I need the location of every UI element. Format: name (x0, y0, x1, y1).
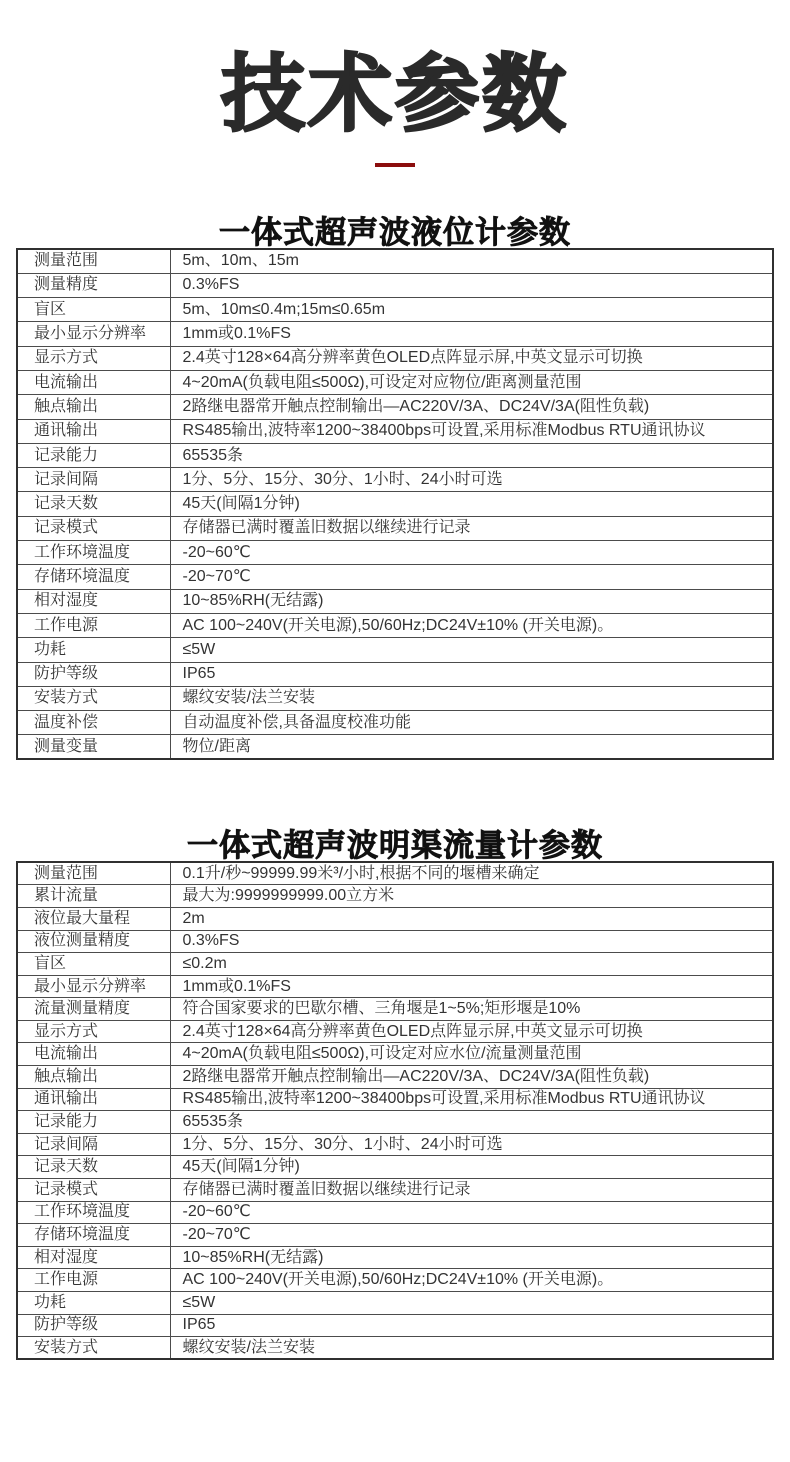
table-row (17, 1246, 773, 1269)
spec-value: 45天(间隔1分钟) (170, 492, 773, 516)
spec-label: 工作电源 (17, 1269, 170, 1292)
table-row (17, 1043, 773, 1066)
spec-value: 螺纹安装/法兰安装 (170, 1337, 773, 1360)
spec-label: 记录模式 (17, 516, 170, 540)
spec-label: 触点输出 (17, 395, 170, 419)
spec-label: 最小显示分辨率 (17, 975, 170, 998)
spec-label: 记录模式 (17, 1179, 170, 1202)
spec-label: 工作电源 (17, 613, 170, 637)
table-row (17, 370, 773, 394)
spec-label: 电流输出 (17, 1043, 170, 1066)
spec-label: 测量范围 (17, 862, 170, 885)
table-row (17, 589, 773, 613)
table-row (17, 468, 773, 492)
table-row (17, 298, 773, 322)
spec-label: 记录能力 (17, 443, 170, 467)
flow-meter-spec-table (16, 861, 774, 1360)
table-row (17, 492, 773, 516)
table-row (17, 1337, 773, 1360)
table-row (17, 1224, 773, 1247)
level-meter-spec-table (16, 248, 774, 760)
spec-label: 流量测量精度 (17, 998, 170, 1021)
section-heading-level-meter: 一体式超声波液位计参数 (219, 215, 571, 250)
spec-value: 螺纹安装/法兰安装 (170, 686, 773, 710)
spec-label: 测量范围 (17, 249, 170, 273)
spec-value: 1mm或0.1%FS (170, 975, 773, 998)
spec-label: 相对湿度 (17, 1246, 170, 1269)
table-row (17, 1088, 773, 1111)
spec-label: 记录天数 (17, 492, 170, 516)
spec-value: -20~70℃ (170, 565, 773, 589)
spec-label: 最小显示分辨率 (17, 322, 170, 346)
spec-value: 0.1升/秒~99999.99米³/小时,根据不同的堰槽来确定 (170, 862, 773, 885)
table-row (17, 1133, 773, 1156)
spec-value: -20~60℃ (170, 541, 773, 565)
spec-label: 盲区 (17, 953, 170, 976)
table-row (17, 346, 773, 370)
spec-label: 记录能力 (17, 1111, 170, 1134)
table-row (17, 1201, 773, 1224)
spec-value: 2m (170, 907, 773, 930)
section-heading-flow-meter: 一体式超声波明渠流量计参数 (187, 828, 603, 864)
table-row (17, 711, 773, 735)
table-row (17, 907, 773, 930)
table-row (17, 419, 773, 443)
table-row (17, 565, 773, 589)
spec-value: 1分、5分、15分、30分、1小时、24小时可选 (170, 468, 773, 492)
table-row (17, 1314, 773, 1337)
spec-label: 记录间隔 (17, 1133, 170, 1156)
table-row (17, 686, 773, 710)
spec-value: -20~60℃ (170, 1201, 773, 1224)
table-row (17, 953, 773, 976)
spec-value: 65535条 (170, 1111, 773, 1134)
level-meter-spec-table-body (17, 249, 773, 759)
spec-value: AC 100~240V(开关电源),50/60Hz;DC24V±10% (开关电源)。 (170, 1269, 773, 1292)
spec-value: 符合国家要求的巴歇尔槽、三角堰是1~5%;矩形堰是10% (170, 998, 773, 1021)
spec-value: 5m、10m≤0.4m;15m≤0.65m (170, 298, 773, 322)
spec-value: RS485输出,波特率1200~38400bps可设置,采用标准Modbus RTU通讯协议 (170, 419, 773, 443)
spec-value: 45天(间隔1分钟) (170, 1156, 773, 1179)
spec-value: -20~70℃ (170, 1224, 773, 1247)
spec-value: 2路继电器常开触点控制输出—AC220V/3A、DC24V/3A(阻性负载) (170, 395, 773, 419)
spec-value: 5m、10m、15m (170, 249, 773, 273)
flow-meter-spec-table-body (17, 862, 773, 1359)
spec-label: 测量精度 (17, 273, 170, 297)
spec-value: 物位/距离 (170, 735, 773, 759)
spec-label: 安装方式 (17, 686, 170, 710)
spec-label: 记录间隔 (17, 468, 170, 492)
spec-label: 安装方式 (17, 1337, 170, 1360)
spec-value: 2.4英寸128×64高分辨率黄色OLED点阵显示屏,中英文显示可切换 (170, 346, 773, 370)
spec-label: 液位测量精度 (17, 930, 170, 953)
table-row (17, 638, 773, 662)
spec-value: 65535条 (170, 443, 773, 467)
table-row (17, 516, 773, 540)
table-row (17, 1156, 773, 1179)
table-row (17, 613, 773, 637)
spec-label: 测量变量 (17, 735, 170, 759)
table-row (17, 249, 773, 273)
spec-label: 触点输出 (17, 1066, 170, 1089)
table-row (17, 975, 773, 998)
spec-value: 0.3%FS (170, 930, 773, 953)
spec-label: 显示方式 (17, 346, 170, 370)
spec-value: 2路继电器常开触点控制输出—AC220V/3A、DC24V/3A(阻性负载) (170, 1066, 773, 1089)
spec-label: 显示方式 (17, 1020, 170, 1043)
spec-value: AC 100~240V(开关电源),50/60Hz;DC24V±10% (开关电源)。 (170, 613, 773, 637)
table-row (17, 1269, 773, 1292)
table-row (17, 930, 773, 953)
spec-label: 通讯输出 (17, 419, 170, 443)
table-row (17, 662, 773, 686)
table-row (17, 1111, 773, 1134)
spec-label: 通讯输出 (17, 1088, 170, 1111)
spec-label: 防护等级 (17, 1314, 170, 1337)
spec-value: 0.3%FS (170, 273, 773, 297)
spec-label: 防护等级 (17, 662, 170, 686)
spec-label: 功耗 (17, 638, 170, 662)
spec-label: 累计流量 (17, 885, 170, 908)
table-row (17, 443, 773, 467)
table-row (17, 735, 773, 759)
spec-label: 功耗 (17, 1292, 170, 1315)
page-title: 技术参数 (220, 47, 569, 141)
spec-value: 10~85%RH(无结露) (170, 589, 773, 613)
table-row (17, 1292, 773, 1315)
spec-value: 4~20mA(负载电阻≤500Ω),可设定对应水位/流量测量范围 (170, 1043, 773, 1066)
spec-label: 记录天数 (17, 1156, 170, 1179)
spec-label: 存储环境温度 (17, 565, 170, 589)
table-row (17, 1066, 773, 1089)
spec-value: 1分、5分、15分、30分、1小时、24小时可选 (170, 1133, 773, 1156)
spec-value: 最大为:9999999999.00立方米 (170, 885, 773, 908)
spec-value: 4~20mA(负载电阻≤500Ω),可设定对应物位/距离测量范围 (170, 370, 773, 394)
spec-label: 盲区 (17, 298, 170, 322)
spec-value: ≤5W (170, 638, 773, 662)
spec-value: 自动温度补偿,具备温度校准功能 (170, 711, 773, 735)
table-row (17, 998, 773, 1021)
spec-value: ≤5W (170, 1292, 773, 1315)
spec-value: 2.4英寸128×64高分辨率黄色OLED点阵显示屏,中英文显示可切换 (170, 1020, 773, 1043)
table-row (17, 273, 773, 297)
spec-label: 存储环境温度 (17, 1224, 170, 1247)
table-row (17, 322, 773, 346)
table-row (17, 395, 773, 419)
spec-label: 电流输出 (17, 370, 170, 394)
table-row (17, 541, 773, 565)
table-row (17, 885, 773, 908)
spec-value: 存储器已满时覆盖旧数据以继续进行记录 (170, 1179, 773, 1202)
spec-label: 相对湿度 (17, 589, 170, 613)
spec-value: RS485输出,波特率1200~38400bps可设置,采用标准Modbus RTU通讯协议 (170, 1088, 773, 1111)
spec-label: 工作环境温度 (17, 1201, 170, 1224)
spec-value: IP65 (170, 662, 773, 686)
table-row (17, 862, 773, 885)
spec-label: 工作环境温度 (17, 541, 170, 565)
spec-label: 温度补偿 (17, 711, 170, 735)
table-row (17, 1179, 773, 1202)
spec-value: 1mm或0.1%FS (170, 322, 773, 346)
spec-value: ≤0.2m (170, 953, 773, 976)
title-accent-divider (375, 163, 415, 167)
spec-value: 存储器已满时覆盖旧数据以继续进行记录 (170, 516, 773, 540)
spec-label: 液位最大量程 (17, 907, 170, 930)
table-row (17, 1020, 773, 1043)
spec-value: IP65 (170, 1314, 773, 1337)
spec-value: 10~85%RH(无结露) (170, 1246, 773, 1269)
